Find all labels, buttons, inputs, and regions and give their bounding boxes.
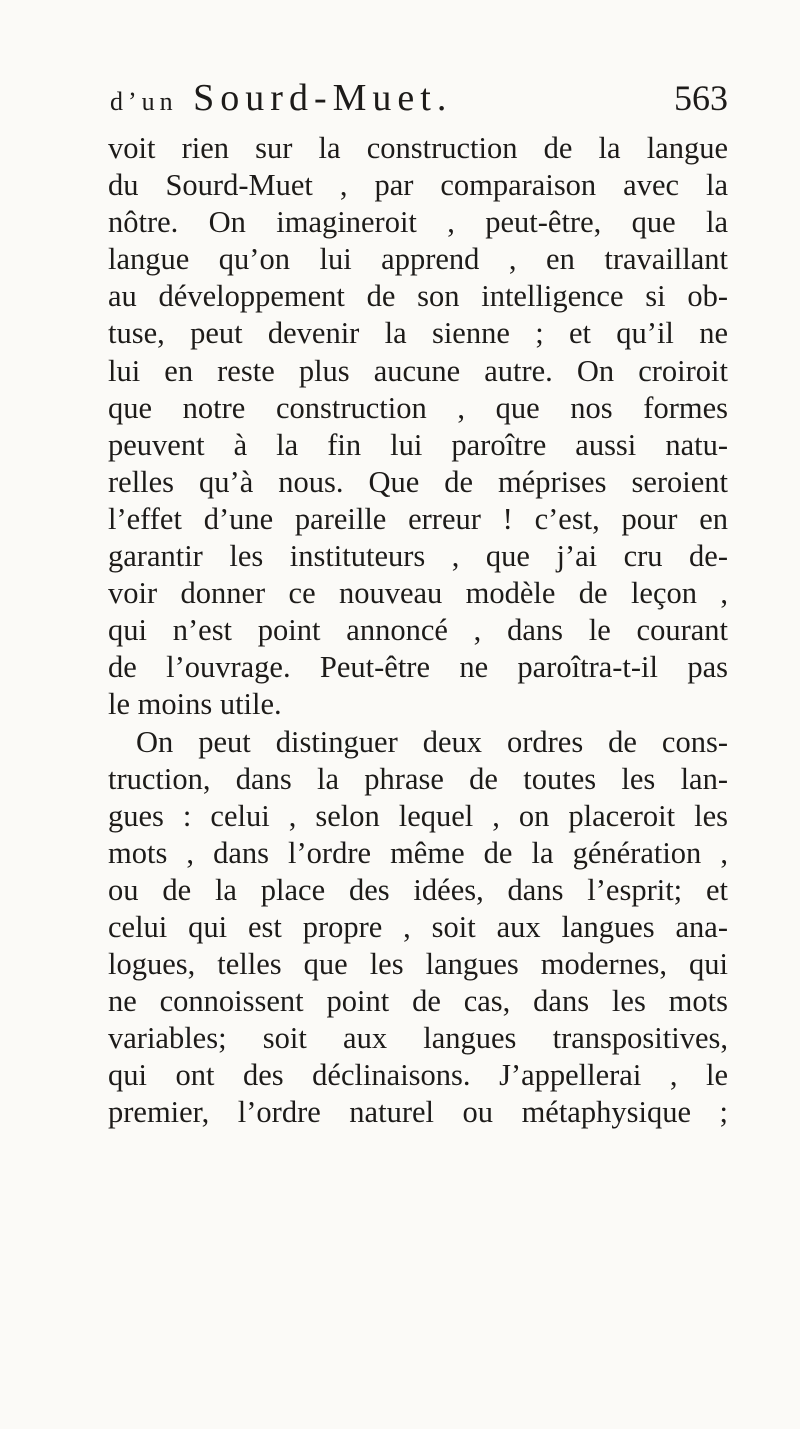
text-line: ou de la place des idées, dans l’esprit; et	[108, 872, 728, 907]
text-line: que notre construction , que nos formes	[108, 390, 728, 425]
text-line: tuse, peut devenir la sienne ; et qu’il ne	[108, 316, 728, 351]
text-line: peuvent à la fin lui paroître aussi natu-	[108, 427, 728, 462]
text-line: truction, dans la phrase de toutes les lan-	[108, 761, 728, 796]
text-line: garantir les instituteurs , que j’ai cru de-	[108, 539, 728, 574]
text-line: logues, telles que les langues modernes, qui	[108, 947, 728, 982]
paragraph-1	[108, 130, 728, 724]
text-line: premier, l’ordre naturel ou métaphysique ;	[108, 1095, 728, 1130]
text-line: lui en reste plus aucune autre. On croiroit	[108, 353, 728, 388]
text-line: relles qu’à nous. Que de méprises seroient	[108, 464, 728, 499]
text-line: de l’ouvrage. Peut-être ne paroîtra-t-il pas	[108, 650, 728, 685]
text-line: ne connoissent point de cas, dans les mots	[108, 984, 728, 1019]
running-head-main: Sourd-Muet.	[193, 77, 453, 119]
text-line: qui n’est point annoncé , dans le courant	[108, 613, 728, 648]
text-line: langue qu’on lui apprend , en travaillant	[108, 242, 728, 277]
page-number: 563	[674, 78, 728, 118]
running-head-title	[110, 78, 452, 122]
text-line: On peut distinguer deux ordres de cons-	[136, 724, 728, 759]
text-line: voir donner ce nouveau modèle de leçon ,	[108, 576, 728, 611]
text-line: gues : celui , selon lequel , on placeroit les	[108, 798, 728, 833]
text-line: mots , dans l’ordre même de la génération ,	[108, 835, 728, 870]
paragraph-2	[108, 724, 728, 1132]
text-line: voit rien sur la construction de la langue	[108, 131, 728, 165]
text-line: qui ont des déclinaisons. J’appellerai , le	[108, 1058, 728, 1093]
text-line: au développement de son intelligence si ob-	[108, 279, 728, 314]
text-line: celui qui est propre , soit aux langues ana-	[108, 909, 728, 944]
running-head-prefix: d’un	[110, 87, 178, 116]
text-line: l’effet d’une pareille erreur ! c’est, pour en	[108, 501, 728, 536]
running-head	[100, 78, 740, 118]
body-text	[108, 130, 728, 1132]
text-line: le moins utile.	[108, 687, 282, 722]
text-line: du Sourd-Muet , par comparaison avec la	[108, 168, 728, 203]
text-line: nôtre. On imagineroit , peut-être, que la	[108, 205, 728, 240]
text-line: variables; soit aux langues transpositives,	[108, 1021, 728, 1056]
